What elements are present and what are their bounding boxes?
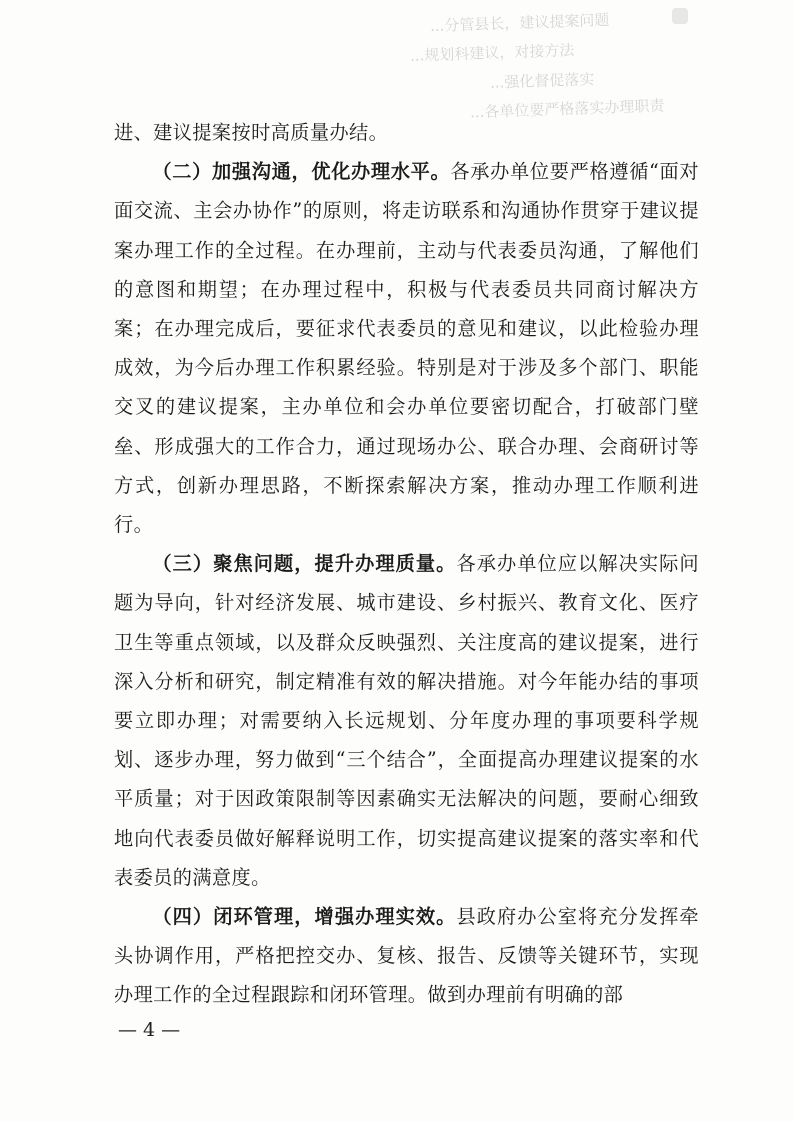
document-body <box>114 113 699 1015</box>
paragraph <box>114 544 699 897</box>
paragraph-text: 各承办单位应以解决实际问题为导向，针对经济发展、城市建设、乡村振兴、教育文化、医疗卫生等重点领域，以及群众反映强烈、关注度高的建议提案，进行深入分析和研究，制定精准有效的解决措施。对今年能办结的事项要立即办理；对需要纳入长远规划、分年度办理的事项要科学规划、逐步办理，努力做到“三个结合”，全面提高办理建议提案的水平质量；对于因政策限制等因素确实无法解决的问题，要耐心细致地向代表委员做好解释说明工作，切实提高建议提案的落实率和代表委员的满意度。 <box>114 552 699 889</box>
paragraph <box>114 152 699 544</box>
section-heading: （四）闭环管理，增强办理实效。 <box>152 905 457 929</box>
page-number: — 4 — <box>118 1019 181 1041</box>
bleed-through-text: ...各单位要严格落实办理职责 <box>469 96 665 122</box>
paragraph <box>114 897 699 1015</box>
paragraph-text: 各承办单位要严格遵循“面对面交流、主会办协作”的原则，将走访联系和沟通协作贯穿于建议提案办理工作的全过程。在办理前，主动与代表委员沟通，了解他们的意图和期望；在办理过程中，积极与代表委员共同商讨解决方案；在办理完成后，要征求代表委员的意见和建议，以此检验办理成效，为今后办理工作积累经验。特别是对于涉及多个部门、职能交叉的建议提案，主办单位和会办单位要密切配合，打破部门壁垒、形成强大的工作合力，通过现场办公、联合办理、会商研讨等方式，创新办理思路，不断探索解决方案，推动办理工作顺利进行。 <box>114 160 699 537</box>
bleed-through-text: ...分管县长，建议提案问题 <box>429 10 610 36</box>
section-heading: （二）加强沟通，优化办理水平。 <box>152 160 451 184</box>
section-heading: （三）聚焦问题，提升办理质量。 <box>152 552 457 576</box>
paragraph-text: 进、建议提案按时高质量办结。 <box>114 121 389 144</box>
bleed-through-text: ...规划科建议，对接方法 <box>409 41 575 65</box>
bleed-through-text: ...强化督促落实 <box>489 70 595 92</box>
paragraph-text: 县政府办公室将充分发挥牵头协调作用，严格把控交办、复核、报告、反馈等关键环节，实现办理工作的全过程跟踪和闭环管理。做到办理前有明确的部 <box>114 905 699 1007</box>
paragraph <box>114 113 699 152</box>
scan-mark <box>672 8 688 24</box>
